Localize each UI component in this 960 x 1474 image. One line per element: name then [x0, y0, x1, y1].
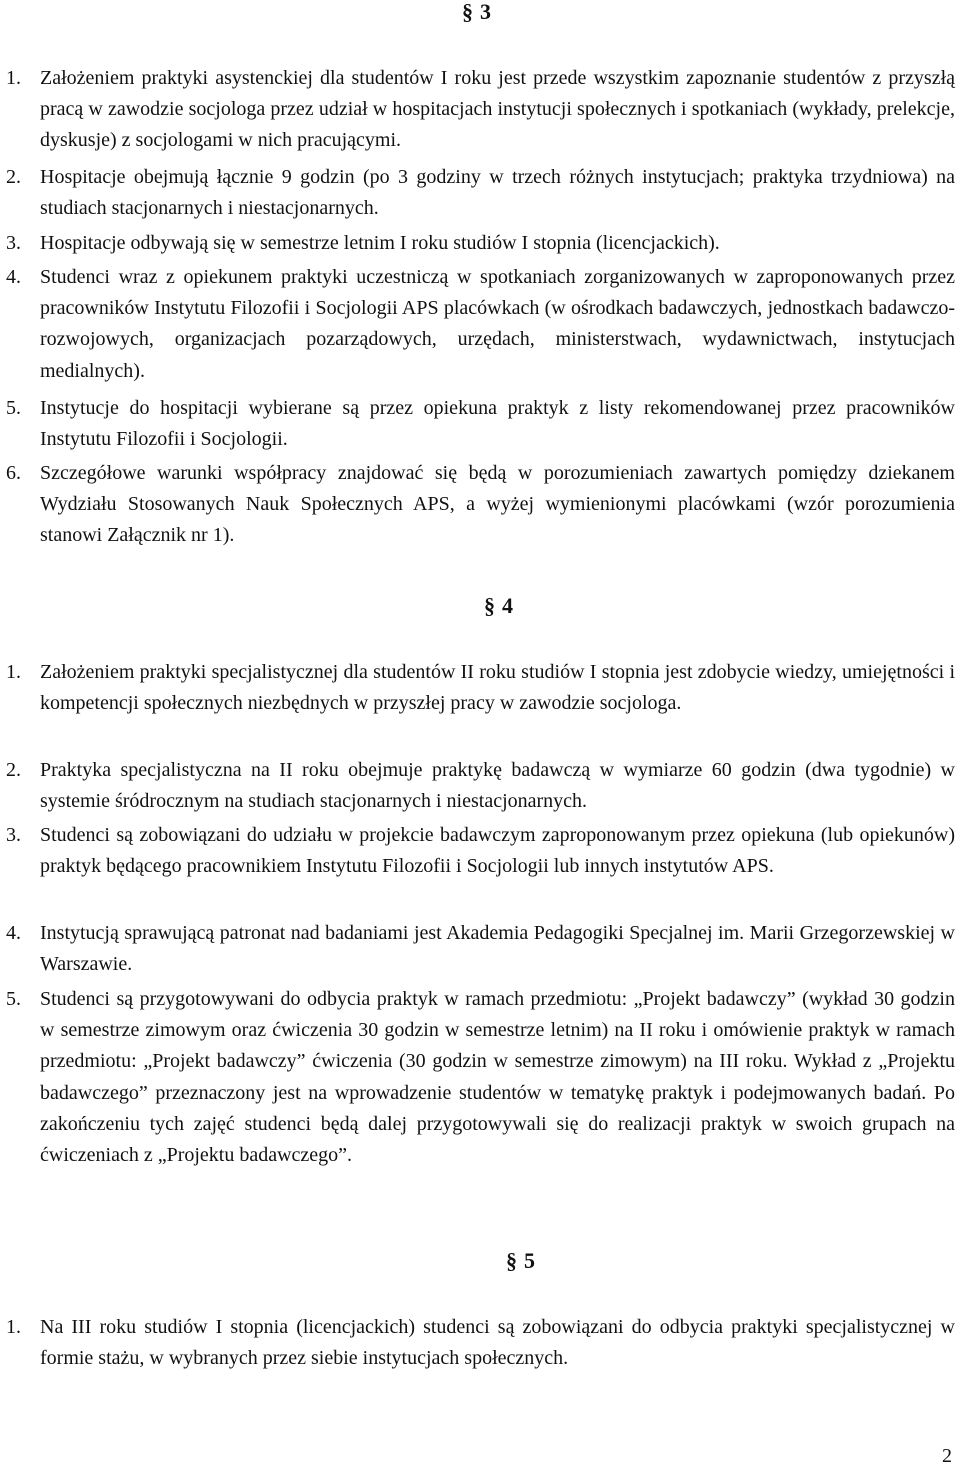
item-text: Założeniem praktyki specjalistycznej dla studentów II roku studiów I stopnia jest zdobycie wiedzy, umiejętności i kompetencji społecznych niezbędnych w przyszłej pracy w zawodzie socjologa. [40, 661, 955, 715]
section-symbol: § [506, 1248, 517, 1273]
item-number: 5. [6, 988, 21, 1010]
section-heading-5 [506, 1250, 535, 1272]
page-number: 2 [942, 1445, 952, 1467]
item-number: 3. [6, 824, 21, 846]
item-number: 1. [6, 67, 21, 89]
section-number: 4 [502, 593, 513, 618]
section-heading-4 [484, 595, 513, 617]
item-text: Studenci są zobowiązani do udziału w projekcie badawczym zaproponowanym przez opiekuna (lub opiekunów) praktyk będącego pracownikiem Instytutu Filozofii i Socjologii lub innych instytutów APS. [40, 824, 955, 878]
section-heading-3 [462, 1, 491, 23]
item-text: Szczegółowe warunki współpracy znajdować się będą w porozumieniach zawartych pomiędzy dziekanem Wydziału Stosowanych Nauk Społecznych APS, a wyżej wymienionymi placówkami (wzór porozumienia stanowi Załącznik nr 1). [40, 462, 955, 547]
item-number: 3. [6, 232, 21, 254]
item-text: Studenci są przygotowywani do odbycia praktyk w ramach przedmiotu: „Projekt badawczy” (wykład 30 godzin w semestrze zimowym oraz ćwiczenia 30 godzin w semestrze letnim) na II roku i omówienie praktyk w ramach przedmiotu: „Projekt badawczy” ćwiczenia (30 godzin w semestrze zimowym) na III roku. Wykład z „Projektu badawczego” przeznaczony jest na wprowadzenie studentów w tematykę praktyk i podejmowanych badań. Po zakończeniu tych zajęć studenci będą dalej przygotowywali się do realizacji praktyk w swoich grupach na ćwiczeniach z „Projektu badawczego”. [40, 988, 955, 1167]
item-text: Hospitacje odbywają się w semestrze letnim I roku studiów I stopnia (licencjackich). [40, 232, 720, 254]
item-text: Instytucje do hospitacji wybierane są przez opiekuna praktyk z listy rekomendowanej przez pracowników Instytutu Filozofii i Socjologii. [40, 397, 955, 451]
item-text: Założeniem praktyki asystenckiej dla studentów I roku jest przede wszystkim zapoznanie studentów z przyszłą pracą w zawodzie socjologa przez udział w hospitacjach instytucji społecznych i spotkaniach (wykłady, prelekcje, dyskusje) z socjologami w nich pracującymi. [40, 67, 955, 152]
section-symbol: § [484, 593, 495, 618]
section-symbol: § [462, 0, 473, 24]
section-number: 3 [480, 0, 491, 24]
item-number: 2. [6, 166, 21, 188]
item-number: 6. [6, 462, 21, 484]
item-text: Praktyka specjalistyczna na II roku obejmuje praktykę badawczą w wymiarze 60 godzin (dwa tygodnie) w systemie śródrocznym na studiach stacjonarnych i niestacjonarnych. [40, 759, 955, 813]
item-text: Hospitacje obejmują łącznie 9 godzin (po 3 godziny w trzech różnych instytucjach; praktyka trzydniowa) na studiach stacjonarnych i niestacjonarnych. [40, 166, 955, 220]
section-number: 5 [524, 1248, 535, 1273]
item-text: Na III roku studiów I stopnia (licencjackich) studenci są zobowiązani do odbycia praktyki specjalistycznej w formie stażu, w wybranych przez siebie instytucjach społecznych. [40, 1316, 955, 1370]
item-number: 4. [6, 266, 21, 288]
item-text: Studenci wraz z opiekunem praktyki uczestniczą w spotkaniach zorganizowanych w zaproponowanych przez pracowników Instytutu Filozofii i Socjologii APS placówkach (w ośrodkach badawczych, jednostkach badawczo-rozwojowych, organizacjach pozarządowych, urzędach, ministerstwach, wydawnictwach, instytucjach medialnych). [40, 266, 955, 382]
item-number: 5. [6, 397, 21, 419]
item-number: 1. [6, 1316, 21, 1338]
item-number: 4. [6, 922, 21, 944]
item-number: 2. [6, 759, 21, 781]
item-number: 1. [6, 661, 21, 683]
item-text: Instytucją sprawującą patronat nad badaniami jest Akademia Pedagogiki Specjalnej im. Marii Grzegorzewskiej w Warszawie. [40, 922, 955, 976]
